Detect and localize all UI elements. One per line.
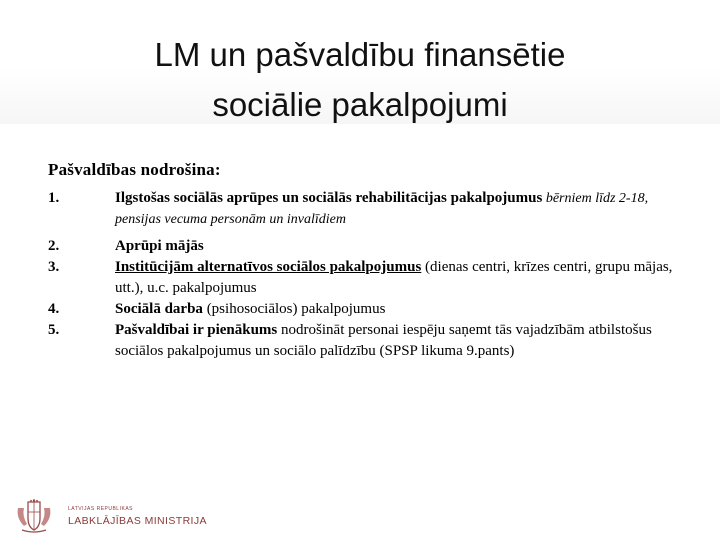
list-item-5	[48, 320, 688, 362]
intro-heading: Pašvaldības nodrošina:	[48, 160, 221, 179]
logo-small-text: LATVIJAS REPUBLIKAS	[68, 506, 133, 512]
list-number: 2.	[48, 238, 60, 254]
list-item-note: bērniem līdz 2-18, pensijas vecuma personām un invalīdiem	[115, 191, 649, 227]
slide-title-line-1: LM un pašvaldību finansētie	[154, 36, 566, 73]
list-item-bold-text: Sociālā darba	[115, 301, 203, 317]
list-number: 4.	[48, 301, 60, 317]
list-item-bold-text: Ilgstošas sociālās aprūpes un sociālās rehabilitācijas pakalpojumus	[115, 190, 543, 206]
logo-name: LABKLĀJĪBAS MINISTRIJA	[68, 515, 207, 527]
slide-content	[48, 160, 688, 362]
ministry-logo	[14, 498, 224, 534]
slide-title	[0, 30, 720, 130]
list-item-text: (dienas centri, krīzes centri, grupu mājas, utt.), u.c. pakalpojumus	[115, 259, 673, 296]
list-item-bold-text: Institūcijām alternatīvos sociālos pakalpojumus	[115, 259, 422, 275]
list-item-4	[48, 299, 688, 320]
list-item-2	[48, 236, 688, 257]
list-item-3	[48, 257, 688, 299]
list-item-text: (psihosociālos) pakalpojumus	[202, 301, 386, 317]
list-item-1	[48, 188, 688, 230]
list-number: 5.	[48, 322, 60, 338]
coat-of-arms-icon	[14, 498, 54, 534]
list-number: 3.	[48, 259, 60, 275]
slide-title-line-2: sociālie pakalpojumi	[212, 86, 508, 123]
list-item-bold-text: Pašvaldībai ir pienākums	[115, 322, 278, 338]
list-number: 1.	[48, 190, 60, 206]
list-item-bold-text: Aprūpi mājās	[115, 238, 204, 254]
list-item-text: nodrošināt personai iespēju saņemt tās vajadzībām atbilstošus sociālos pakalpojumus un sociālo palīdzību (SPSP likuma 9.pants)	[115, 322, 652, 359]
